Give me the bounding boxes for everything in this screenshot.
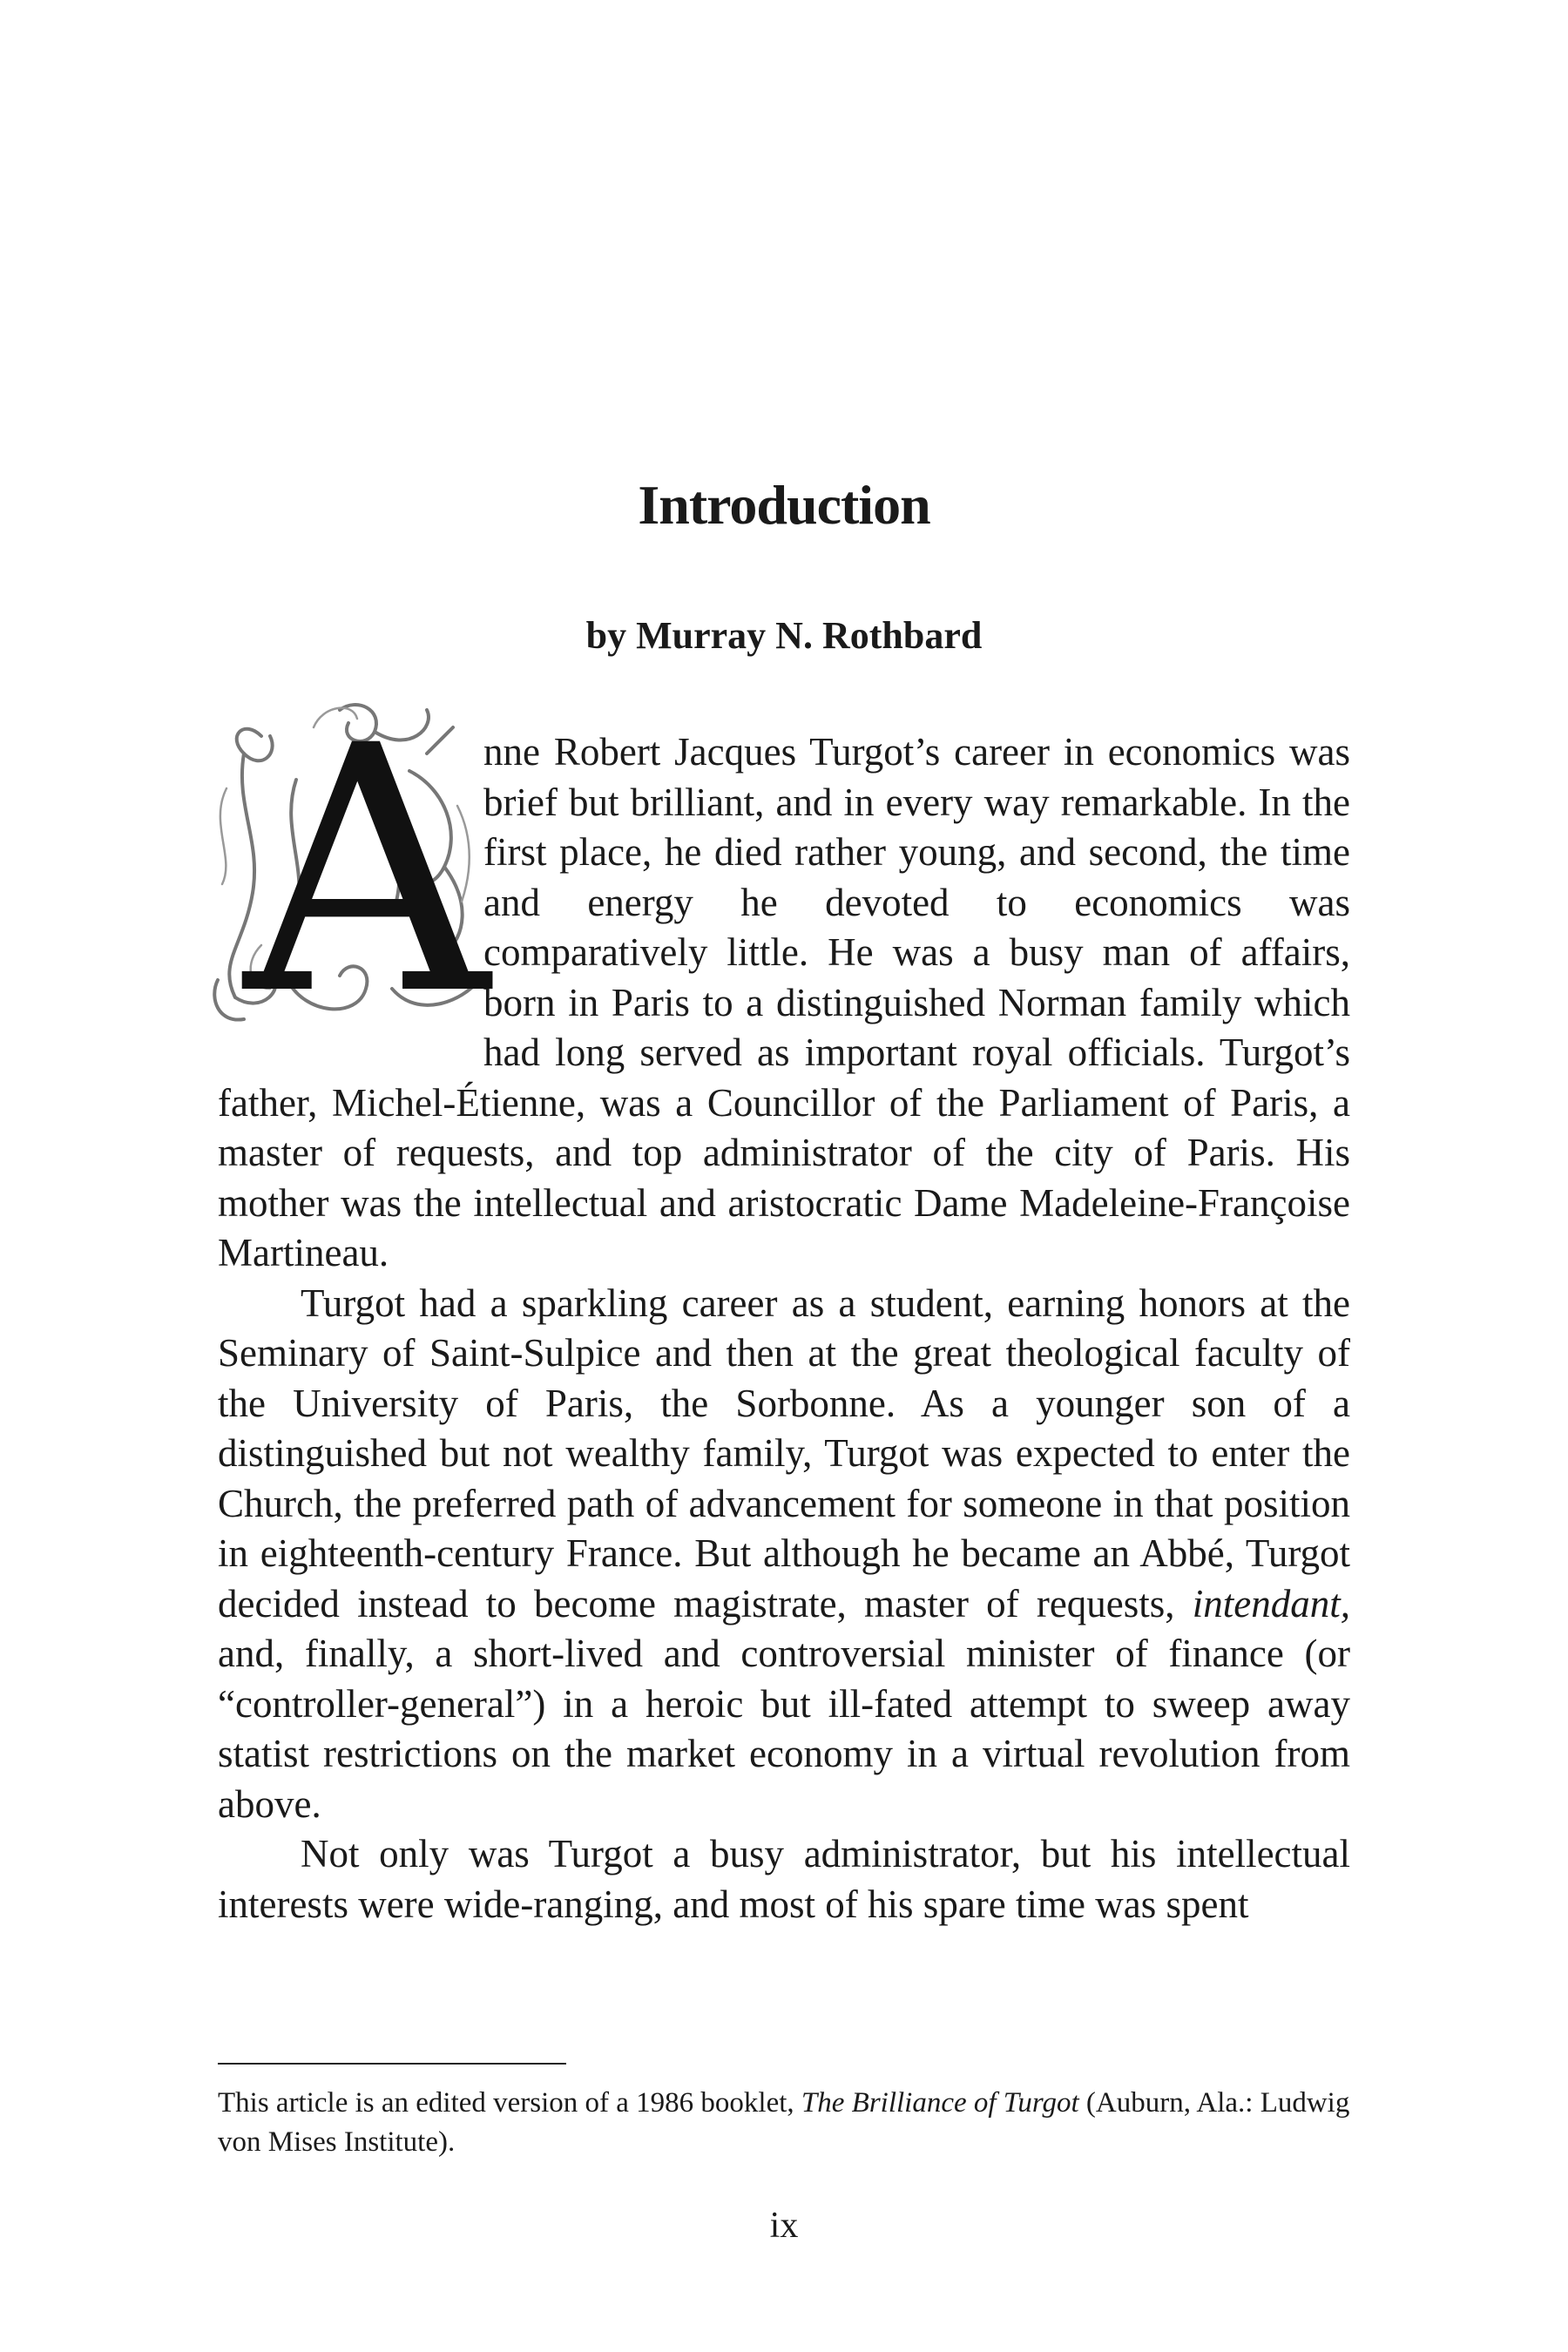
footnote-text-after: (Auburn, Ala.: Ludwig von Mises Institute). bbox=[218, 2087, 1350, 2158]
footnote-divider bbox=[218, 2063, 566, 2065]
footnote bbox=[218, 2084, 1350, 2162]
author-byline: by Murray N. Rothbard bbox=[585, 614, 983, 657]
paragraph-2-italic: intendant, bbox=[1192, 1581, 1350, 1625]
paragraph-2-text-after: and, finally, a short-lived and controversial minister of finance (or “controller-general”) in a heroic but ill-fated attempt to sweep away statist restrictions on the market economy in a virtual revolution from above. bbox=[218, 1632, 1350, 1826]
paragraph-1-text: nne Robert Jacques Turgot’s career in economics was brief but brilliant, and in every way remarkable. In the first place, he died rather young, and second, the time and energy he devoted to economics was comparatively little. He was a busy man of affairs, born in Paris to a distinguished Norman family which had long served as important royal officials. Turgot’s father, Michel-Étienne, was a Councillor of the Parliament of Paris, a master of requests, and top administrator of the city of Paris. His mother was the intellectual and aristocratic Dame Madeleine-Françoise Martineau. bbox=[218, 730, 1350, 1274]
drop-cap bbox=[209, 673, 490, 1069]
page-number: ix bbox=[769, 2206, 799, 2246]
paragraph-2 bbox=[218, 1279, 1350, 1830]
paragraph-2-text-before: Turgot had a sparkling career as a student, earning honors at the Seminary of Saint-Sulpice and then at the great theological faculty of the University of Paris, the Sorbonne. As a younger son of a distinguished but not wealthy family, Turgot was expected to enter the Church, the preferred path of advancement for someone in that position in eighteenth-century France. But although he became an Abbé, Turgot decided instead to become magistrate, master of requests, bbox=[218, 1281, 1350, 1625]
footnote-text-before: This article is an edited version of a 1986 booklet, bbox=[218, 2087, 801, 2119]
footnote-italic-title: The Brilliance of Turgot bbox=[801, 2087, 1079, 2119]
drop-cap-letter: A bbox=[244, 673, 490, 1069]
paragraph-3-text: Not only was Turgot a busy administrator, but his intellectual interests were wide-ranging, and most of his spare time was spent bbox=[218, 1832, 1350, 1926]
chapter-title: Introduction bbox=[638, 474, 930, 536]
paragraph-3 bbox=[218, 1829, 1350, 1930]
body-text bbox=[218, 673, 1350, 1930]
